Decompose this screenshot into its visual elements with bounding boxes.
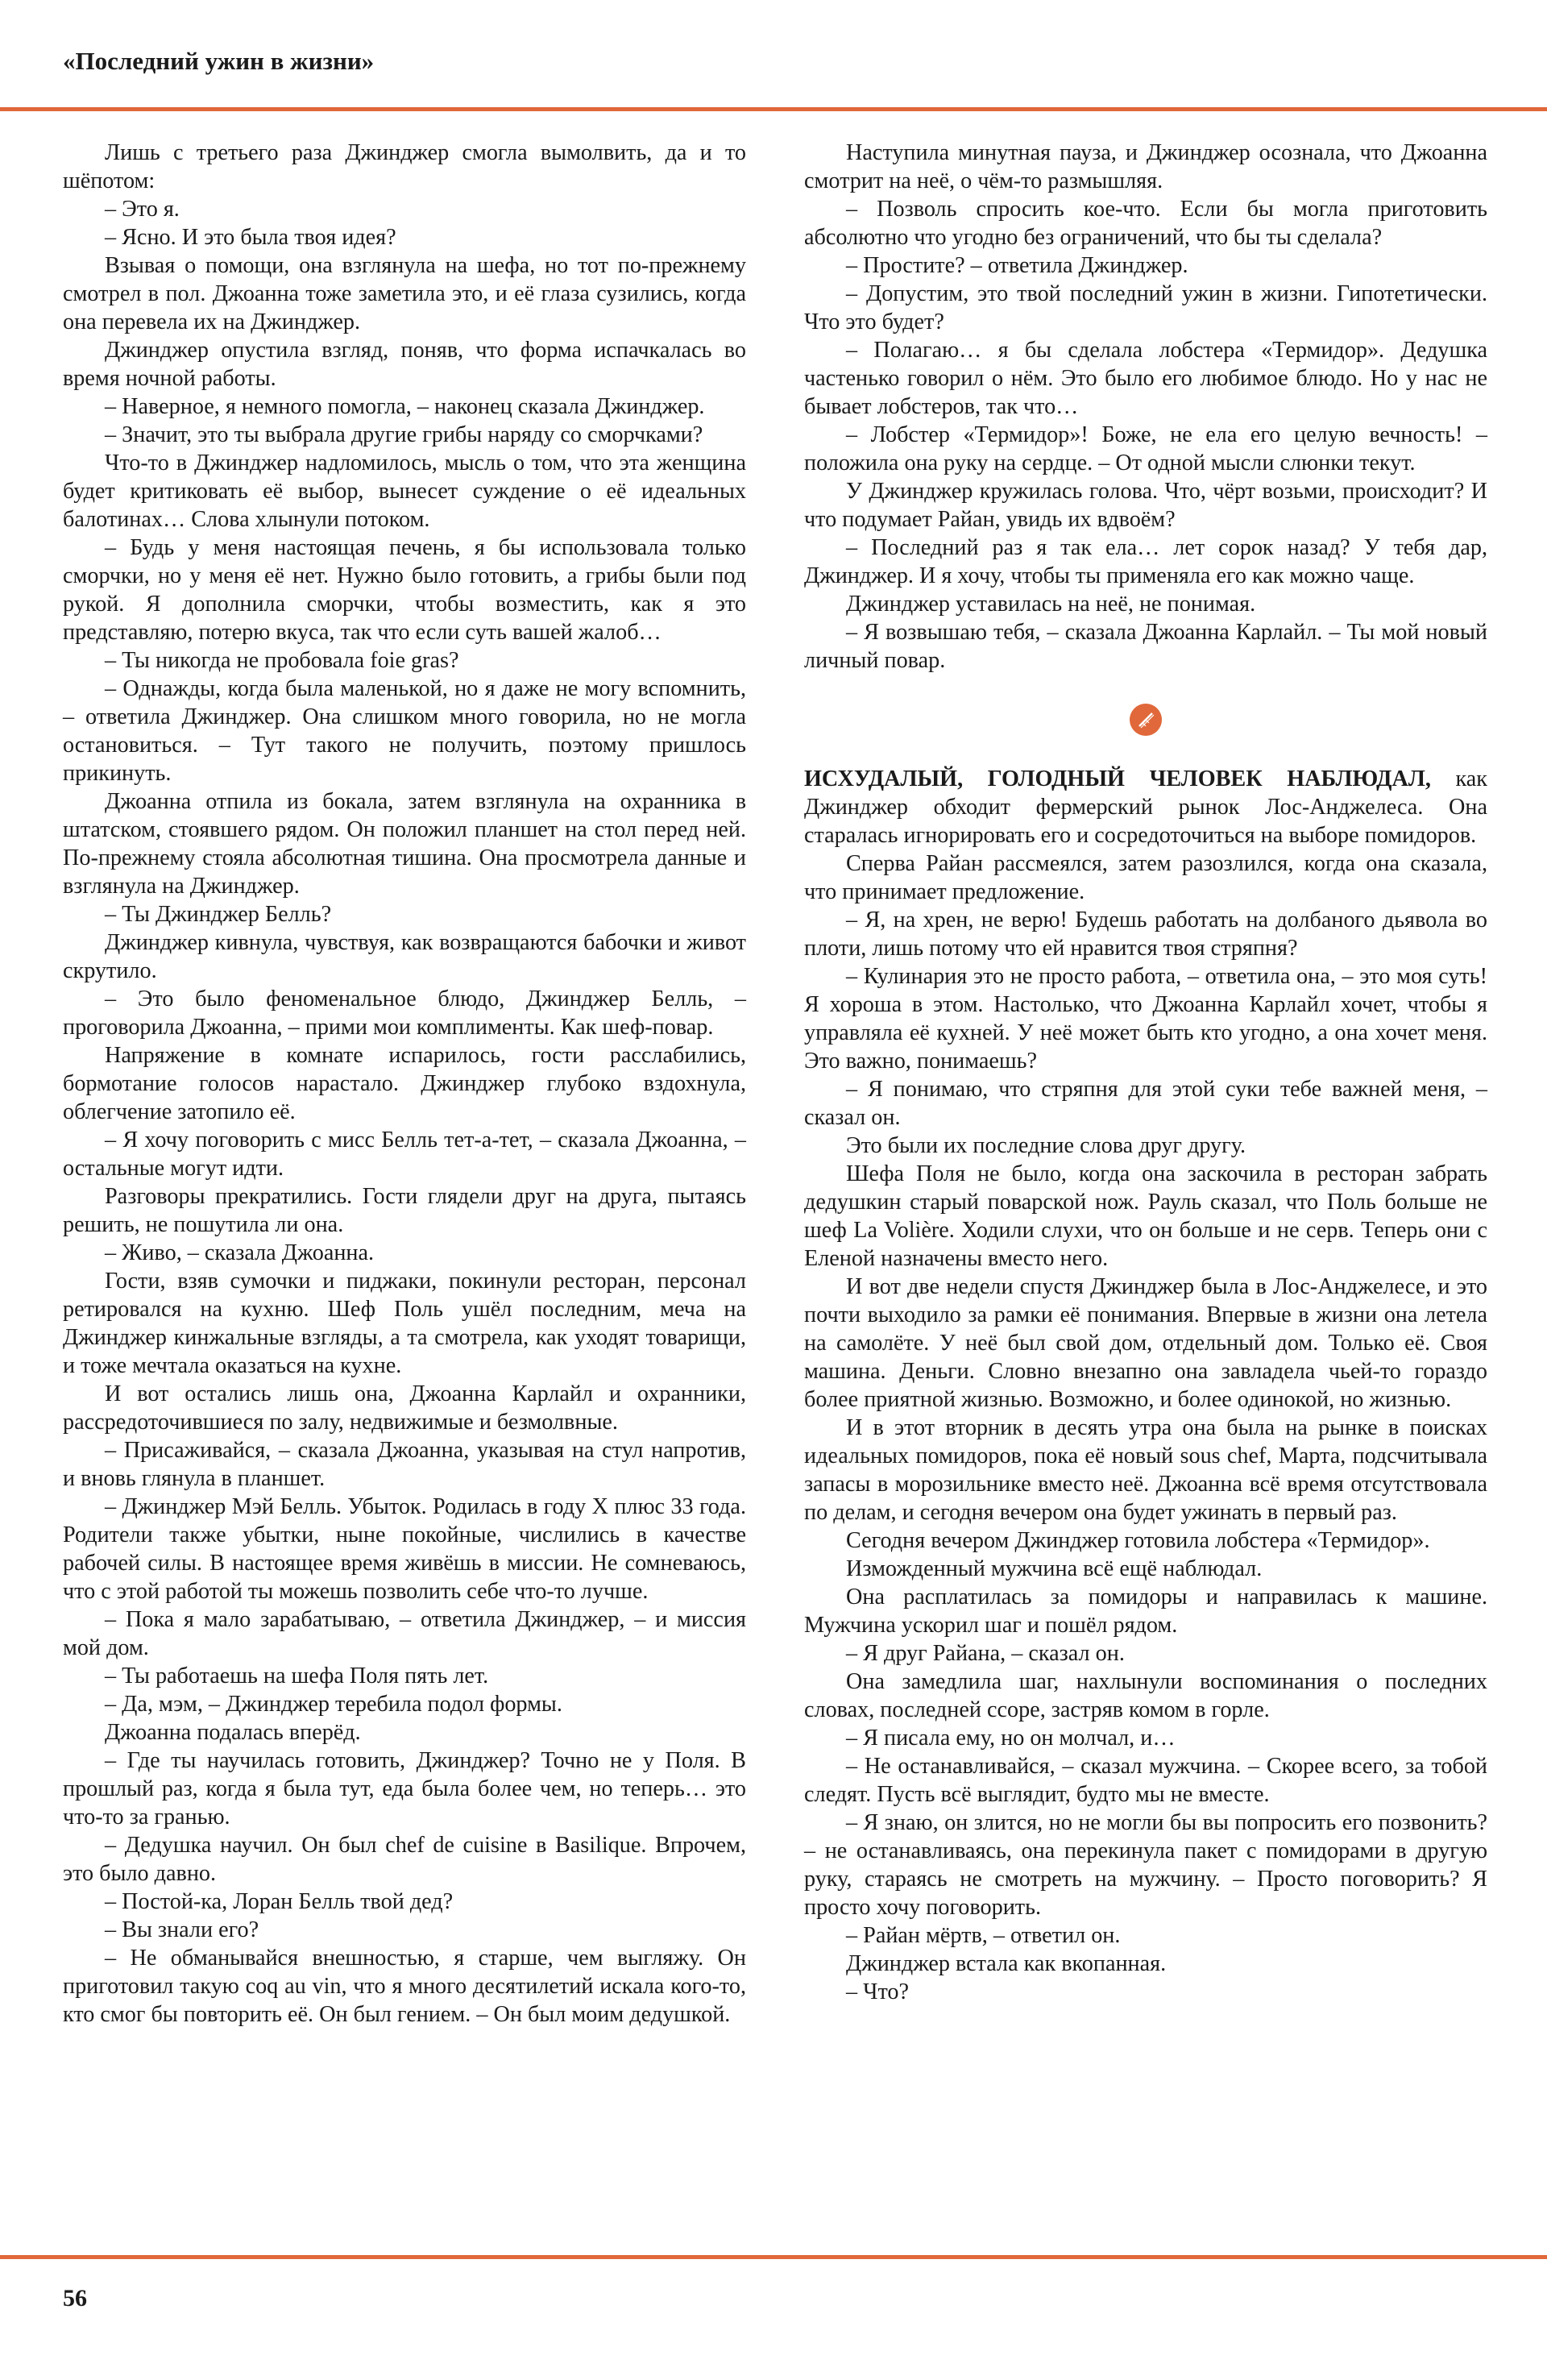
paragraph: – Лобстер «Термидор»! Боже, не ела его целую вечность! – положила она руку на сердце. – От одной мысли слюнки текут. — [804, 422, 1487, 476]
right-column-top — [804, 139, 1487, 675]
paragraph: Она расплатилась за помидоры и направилась к машине. Мужчина ускорил шаг и пошёл рядом. — [804, 1585, 1487, 1638]
paragraph: – Ты никогда не пробовала foie gras? — [105, 648, 459, 673]
paragraph: – Что? — [846, 1979, 910, 2004]
paragraph: Джинджер кивнула, чувствуя, как возвращаются бабочки и живот скрутило. — [63, 930, 746, 983]
paragraph: Джоанна подалась вперёд. — [105, 1720, 361, 1745]
paragraph: Это были их последние слова друг другу. — [846, 1133, 1246, 1158]
paragraph: – Не обманывайся внешностью, я старше, чем выгляжу. Он приготовил такую coq au vin, что я много десятилетий искала кого-то, кто смог бы повторить её. Он был гением. – Он был моим дедушкой. — [63, 1946, 746, 2027]
paragraph: – Постой-ка, Лоран Белль твой дед? — [105, 1889, 454, 1914]
paragraph: Взывая о помощи, она взглянула на шефа, но тот по-прежнему смотрел в пол. Джоанна тоже заметила это, и её глаза сузились, когда она перевела их на Джинджер. — [63, 253, 746, 334]
section-ornament — [804, 704, 1487, 736]
paragraph: – Допустим, это твой последний ужин в жизни. Гипотетически. Что это будет? — [804, 281, 1487, 334]
paragraph: – Ты работаешь на шефа Поля пять лет. — [105, 1664, 489, 1688]
paragraph: – Последний раз я так ела… лет сорок назад? У тебя дар, Джинджер. И я хочу, чтобы ты применяла его как можно чаще. — [804, 535, 1487, 588]
running-header: «Последний ужин в жизни» — [63, 47, 375, 75]
paragraph: – Где ты научилась готовить, Джинджер? Точно не у Поля. В прошлый раз, когда я была тут, еда была более чем, но теперь… это что-то за гранью. — [63, 1748, 746, 1830]
left-column — [63, 139, 746, 2029]
paragraph: У Джинджер кружилась голова. Что, чёрт возьми, происходит? И что подумает Райан, увидь их вдвоём? — [804, 479, 1487, 532]
section-lead-paragraph — [804, 765, 1487, 849]
paragraph: – Позволь спросить кое-что. Если бы могла приготовить абсолютно что угодно без ограничений, что бы ты сделала? — [804, 197, 1487, 250]
bottom-rule — [0, 2255, 1547, 2259]
paragraph: – Полагаю… я бы сделала лобстера «Термидор». Дедушка частенько говорил о нём. Это было его любимое блюдо. Но у нас не бывает лобстеров, так что… — [804, 338, 1487, 419]
paragraph: – Я друг Райана, – сказал он. — [846, 1641, 1125, 1666]
paragraph: – Я писала ему, но он молчал, и… — [846, 1726, 1176, 1751]
paragraph: Шефа Поля не было, когда она заскочила в ресторан забрать дедушкин старый поварской нож. Рауль сказал, что Поль больше не шеф La Volière. Ходили слухи, что он больше и не серв. Теперь они с Еленой назначены вместо него. — [804, 1161, 1487, 1271]
paragraph: – Я возвышаю тебя, – сказала Джоанна Карлайл. – Ты мой новый личный повар. — [804, 620, 1487, 673]
paragraph: – Вы знали его? — [105, 1917, 259, 1942]
paragraph: – Райан мёртв, – ответил он. — [846, 1923, 1121, 1948]
paragraph: – Кулинария это не просто работа, – ответила она, – это моя суть! Я хороша в этом. Настолько, что Джоанна Карлайл хочет, чтобы я управляла её кухней. У неё может быть кто угодно, а она хочет меня. Это важно, понимаешь? — [804, 964, 1487, 1074]
paragraph: И в этот вторник в десять утра она была на рынке в поисках идеальных помидоров, пока её новый sous chef, Марта, подсчитывала запасы в морозильнике вместо неё. Джоанна всё время отсутствовала по делам, и сегодня вечером она будет ужинать в первый раз. — [804, 1415, 1487, 1525]
paragraph: – Ясно. И это была твоя идея? — [105, 225, 396, 250]
paragraph: – Живо, – сказала Джоанна. — [105, 1240, 375, 1265]
paragraph: Что-то в Джинджер надломилось, мысль о том, что эта женщина будет критиковать её выбор, вынесет суждение о её идеальных балотинах… Слова хлынули потоком. — [63, 451, 746, 532]
paragraph: – Будь у меня настоящая печень, я бы использовала только сморчки, но у меня её нет. Нужно было готовить, а грибы были под рукой. Я дополнила сморчки, чтобы возместить, как я это представляю, потерю вкуса, так что если суть вашей жалоб… — [63, 535, 746, 645]
paragraph: И вот остались лишь она, Джоанна Карлайл и охранники, рассредоточившиеся по залу, недвижимые и безмолвные. — [63, 1381, 746, 1435]
paragraph: И вот две недели спустя Джинджер была в Лос-Анджелесе, и это почти выходило за рамки её понимания. Впервые в жизни она летела на самолёте. У неё был свой дом, отдельный дом. Только её. Своя машина. Деньги. Словно внезапно она завладела чьей-то гораздо более приятной жизнью. Возможно, и более одинокой, но жизнью. — [804, 1274, 1487, 1412]
paragraph: – Я, на хрен, не верю! Будешь работать на долбаного дьявола во плоти, лишь потому что ей нравится твоя стряпня? — [804, 908, 1487, 961]
paragraph: Джинджер встала как вкопанная. — [846, 1951, 1167, 1976]
paragraph: – Однажды, когда была маленькой, но я даже не могу вспомнить, – ответила Джинджер. Она слишком много говорила, но не могла остановиться. – Тут такого не получить, поэтому пришлось прикинуть. — [63, 676, 746, 786]
paragraph: – Пока я мало зарабатываю, – ответила Джинджер, – и миссия мой дом. — [63, 1607, 746, 1660]
paragraph: – Да, мэм, – Джинджер теребила подол формы. — [105, 1692, 562, 1717]
paragraph: Джинджер уставилась на неё, не понимая. — [846, 592, 1256, 617]
paragraph: – Я понимаю, что стряпня для этой суки тебе важней меня, – сказал он. — [804, 1077, 1487, 1130]
paragraph: – Наверное, я немного помогла, – наконец сказала Джинджер. — [105, 394, 705, 419]
paragraph: Джоанна отпила из бокала, затем взглянула на охранника в штатском, стоявшего рядом. Он положил планшет на стол перед ней. По-прежнему стояла абсолютная тишина. Она просмотрела данные и взглянула на Джинджер. — [63, 789, 746, 899]
paragraph: – Я знаю, он злится, но не могли бы вы попросить его позвонить? – не останавливаясь, она перекинула пакет с помидорами в другую руку, стараясь не смотреть на мужчину. – Просто поговорить? Я просто хочу поговорить. — [804, 1810, 1487, 1920]
paragraph: Гости, взяв сумочки и пиджаки, покинули ресторан, персонал ретировался на кухню. Шеф Поль ушёл последним, меча на Джинджер кинжальные взгляды, а та смотрела, как уходят товарищи, и тоже мечтала оказаться на кухне. — [63, 1269, 746, 1378]
chef-knife-icon — [1130, 704, 1162, 736]
top-rule — [0, 107, 1547, 111]
paragraph: – Присаживайся, – сказала Джоанна, указывая на стул напротив, и вновь глянула в планшет. — [63, 1438, 746, 1491]
paragraph: Наступила минутная пауза, и Джинджер осознала, что Джоанна смотрит на неё, о чём-то размышляя. — [804, 140, 1487, 193]
paragraph: – Это было феноменальное блюдо, Джинджер Белль, – проговорила Джоанна, – прими мои комплименты. Как шеф-повар. — [63, 986, 746, 1040]
paragraph: Джинджер опустила взгляд, поняв, что форма испачкалась во время ночной работы. — [63, 338, 746, 391]
right-column-bottom — [804, 849, 1487, 2006]
paragraph: Сегодня вечером Джинджер готовила лобстера «Термидор». — [846, 1528, 1430, 1553]
paragraph: – Ты Джинджер Белль? — [105, 902, 332, 927]
paragraph: Изможденный мужчина всё ещё наблюдал. — [846, 1556, 1263, 1581]
paragraph: – Джинджер Мэй Белль. Убыток. Родилась в году Х плюс 33 года. Родители также убытки, ныне покойные, числились в качестве рабочей силы. В настоящее время живёшь в миссии. Не сомневаюсь, что с этой работой ты можешь позволить себе что-то лучше. — [63, 1494, 746, 1604]
page-number: 56 — [63, 2285, 87, 2311]
right-column — [804, 139, 1487, 2006]
paragraph: Сперва Райан рассмеялся, затем разозлился, когда она сказала, что принимает предложение. — [804, 851, 1487, 904]
paragraph: Она замедлила шаг, нахлынули воспоминания о последних словах, последней ссоре, застряв комом в горле. — [804, 1669, 1487, 1722]
paragraph: Лишь с третьего раза Джинджер смогла вымолвить, да и то шёпотом: — [63, 140, 746, 193]
paragraph: – Это я. — [105, 197, 180, 222]
section-lead: ИСХУДАЛЫЙ, ГОЛОДНЫЙ ЧЕЛОВЕК НАБЛЮДАЛ, — [804, 766, 1431, 791]
paragraph: – Я хочу поговорить с мисс Белль тет-а-тет, – сказала Джоанна, – остальные могут идти. — [63, 1128, 746, 1181]
paragraph: – Дедушка научил. Он был chef de cuisine в Basilique. Впрочем, это было давно. — [63, 1833, 746, 1886]
paragraph: – Не останавливайся, – сказал мужчина. – Скорее всего, за тобой следят. Пусть всё выглядит, будто мы не вместе. — [804, 1754, 1487, 1807]
paragraph: – Простите? – ответила Джинджер. — [846, 253, 1188, 278]
paragraph: Напряжение в комнате испарилось, гости расслабились, бормотание голосов нарастало. Джинджер глубоко вздохнула, облегчение затопило её. — [63, 1043, 746, 1124]
paragraph: – Значит, это ты выбрала другие грибы наряду со сморчками? — [105, 422, 703, 447]
section-lead-rest: как Джинджер обходит фермерский рынок Лос-Анджелеса. Она старалась игнорировать его и сосредоточиться на выборе помидоров. — [804, 766, 1487, 848]
paragraph: Разговоры прекратились. Гости глядели друг на друга, пытаясь решить, не пошутила ли она. — [63, 1184, 746, 1237]
